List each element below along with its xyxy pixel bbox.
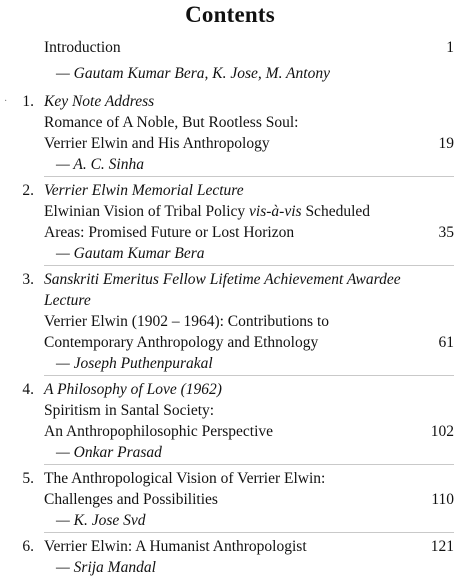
entry-divider [44, 464, 454, 465]
entry-title-part: Scheduled [301, 203, 371, 220]
entry-author: — Gautam Kumar Bera [56, 245, 205, 262]
entry-label: A Philosophy of Love (1962) [44, 381, 222, 398]
entry-title-line [44, 202, 370, 222]
entry-title-italic-part: vis-à-vis [249, 203, 302, 220]
entry-title-line: Areas: Promised Future or Lost Horizon [44, 224, 295, 241]
entry-title-line: Challenges and Possibilities [44, 491, 218, 508]
entry-author: — Onkar Prasad [56, 444, 162, 461]
entry-divider [44, 375, 454, 376]
entry-page-number: 19 [438, 135, 454, 152]
entry-author: — Gautam Kumar Bera, K. Jose, M. Antony [56, 65, 330, 82]
entry-number: 6. [22, 538, 34, 555]
entry-title-part: Elwinian Vision of Tribal Policy [44, 203, 250, 220]
entry-divider [44, 176, 454, 177]
entry-page-number: 110 [431, 491, 454, 508]
entry-author: — Srija Mandal [56, 559, 156, 576]
entry-label: Sanskriti Emeritus Fellow Lifetime Achievement Awardee [44, 271, 401, 288]
entry-page-number: 61 [438, 334, 454, 351]
entry-author: — Joseph Puthenpurakal [56, 355, 213, 372]
entry-page-number: 121 [430, 538, 454, 555]
entry-title: Introduction [44, 39, 121, 56]
entry-title-line: Verrier Elwin: A Humanist Anthropologist [44, 538, 307, 555]
entry-divider [44, 532, 454, 533]
entry-title-line: An Anthropophilosophic Perspective [44, 423, 274, 440]
entry-divider [44, 265, 454, 266]
stray-mark: · [4, 96, 8, 107]
entry-page-number: 102 [430, 423, 454, 440]
entry-number: 2. [22, 182, 34, 199]
entry-author: — A. C. Sinha [56, 156, 144, 173]
entry-label-continued: Lecture [44, 292, 91, 309]
page-title: Contents [185, 2, 275, 27]
entry-author: — K. Jose Svd [56, 512, 146, 529]
entry-page-number: 1 [446, 39, 454, 56]
entry-title-line: Verrier Elwin and His Anthropology [44, 135, 270, 152]
entry-title-line: Spiritism in Santal Society: [44, 402, 215, 419]
entry-number: 4. [22, 381, 34, 398]
entry-label: Verrier Elwin Memorial Lecture [44, 182, 244, 199]
entry-title-line: Verrier Elwin (1902 – 1964): Contributions to [44, 313, 329, 330]
entry-label: Key Note Address [44, 93, 155, 110]
entry-title-line: Contemporary Anthropology and Ethnology [44, 334, 319, 351]
entry-number: 5. [22, 470, 34, 487]
entry-title-line: The Anthropological Vision of Verrier Elwin: [44, 470, 326, 487]
entry-number: 1. [22, 93, 34, 110]
entry-page-number: 35 [438, 224, 454, 241]
entry-title-line: Romance of A Noble, But Rootless Soul: [44, 114, 299, 131]
entry-number: 3. [22, 271, 34, 288]
